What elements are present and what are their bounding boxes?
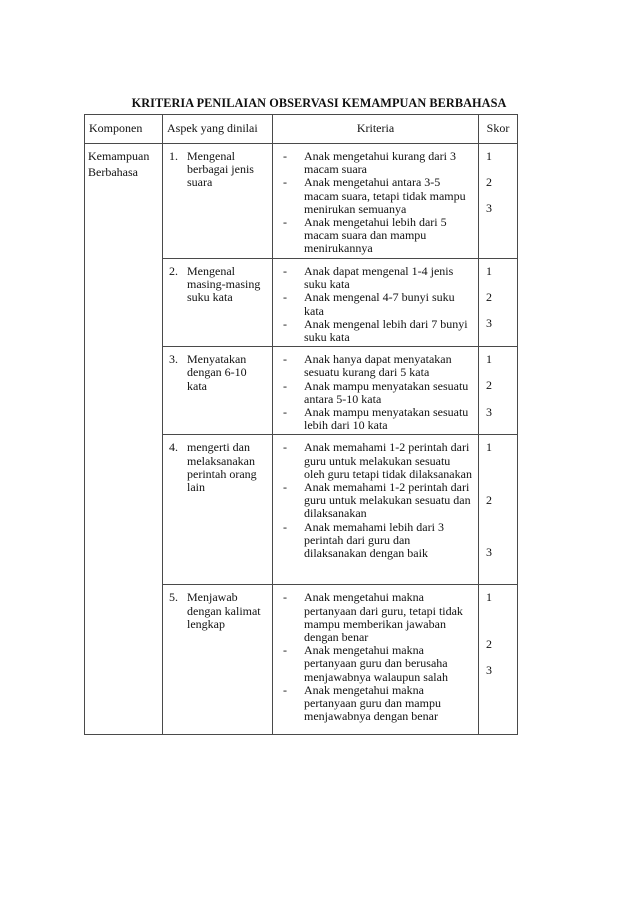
table-row [85, 144, 518, 259]
kriteria-item: - Anak mengetahui makna pertanyaan dari guru, tetapi tidak mampu memberikan jawaban dengan benar [283, 590, 463, 645]
skor-value: 3 [486, 662, 492, 677]
skor-value: 1 [486, 440, 492, 455]
skor-value: 3 [486, 404, 492, 419]
skor-cell [479, 347, 518, 435]
aspek-cell [163, 585, 273, 735]
skor-value: 2 [486, 378, 492, 393]
skor-value: 2 [486, 492, 492, 507]
aspek-cell [163, 144, 273, 259]
skor-value: 2 [486, 175, 492, 190]
skor-value: 1 [486, 149, 492, 163]
kriteria-item: - Anak mengetahui makna pertanyaan guru dan mampu menjawabnya dengan benar [283, 682, 441, 724]
document-title: KRITERIA PENILAIAN OBSERVASI KEMAMPUAN BERBAHASA [131, 96, 507, 110]
skor-value: 2 [486, 636, 492, 651]
skor-value: 3 [486, 544, 492, 559]
kriteria-item: - Anak mengetahui makna pertanyaan guru dan berusaha menjawabnya walaupun salah [283, 643, 448, 684]
aspek-text: Menyatakan dengan 6-10 kata [187, 352, 247, 393]
skor-value: 2 [486, 290, 492, 305]
kriteria-item: - Anak mengenal 4-7 bunyi suku kata [283, 290, 455, 318]
skor-value: 3 [486, 201, 492, 216]
aspek-cell [163, 435, 273, 585]
skor-cell [479, 144, 518, 259]
aspek-cell [163, 347, 273, 435]
header-kriteria: Kriteria [273, 115, 479, 144]
kriteria-item: - Anak hanya dapat menyatakan sesuatu kurang dari 5 kata [283, 352, 452, 380]
kriteria-item: - Anak memahami 1-2 perintah dari guru untuk melakukan sesuatu dan dilaksanakan [283, 480, 471, 521]
komponen-cell [85, 144, 163, 735]
aspek-number: 4. [169, 440, 178, 455]
komponen-line-2: Berbahasa [88, 165, 138, 180]
skor-value: 1 [486, 352, 492, 367]
skor-cell [479, 435, 518, 585]
skor-value: 1 [486, 264, 492, 278]
table-header-row [85, 115, 518, 144]
skor-value: 3 [486, 316, 492, 331]
aspek-number: 5. [169, 590, 178, 605]
kriteria-cell [273, 259, 479, 347]
kriteria-item: - Anak mampu menyatakan sesuatu antara 5-10 kata [283, 378, 469, 406]
assessment-criteria-table [84, 114, 518, 735]
kriteria-item: - Anak mengetahui kurang dari 3 macam suara [283, 149, 456, 177]
kriteria-item: - Anak mengetahui lebih dari 5 macam suara dan mampu menirukannya [283, 215, 447, 256]
header-skor: Skor [479, 115, 518, 144]
kriteria-cell [273, 585, 479, 735]
aspek-cell [163, 259, 273, 347]
komponen-line-1: Kemampuan [88, 149, 150, 163]
kriteria-item: - Anak memahami 1-2 perintah dari guru untuk melakukan sesuatu oleh guru tetapi tidak dilaksanakan [283, 440, 472, 481]
kriteria-item: - Anak mengenal lebih dari 7 bunyi suku kata [283, 316, 468, 345]
skor-cell [479, 259, 518, 347]
aspek-number: 1. [169, 149, 178, 163]
aspek-number: 3. [169, 352, 178, 367]
kriteria-cell [273, 435, 479, 585]
kriteria-item: - Anak mengetahui antara 3-5 macam suara, tetapi tidak mampu menirukan semuanya [283, 175, 466, 216]
aspek-text: Mengenal berbagai jenis suara [187, 149, 254, 190]
aspek-text: Mengenal masing-masing suku kata [187, 264, 261, 305]
kriteria-item: - Anak dapat mengenal 1-4 jenis suku kata [283, 264, 454, 292]
kriteria-item: - Anak memahami lebih dari 3 perintah dari guru dan dilaksanakan dengan baik [283, 519, 444, 561]
skor-value: 1 [486, 590, 492, 605]
aspek-number: 2. [169, 264, 178, 278]
kriteria-cell [273, 347, 479, 435]
skor-cell [479, 585, 518, 735]
header-aspek: Aspek yang dinilai [163, 115, 273, 144]
header-komponen: Komponen [85, 115, 163, 144]
kriteria-cell [273, 144, 479, 259]
aspek-text: Menjawab dengan kalimat lengkap [187, 590, 261, 631]
aspek-text: mengerti dan melaksanakan perintah orang lain [187, 440, 257, 495]
kriteria-item: - Anak mampu menyatakan sesuatu lebih dari 10 kata [283, 405, 469, 433]
